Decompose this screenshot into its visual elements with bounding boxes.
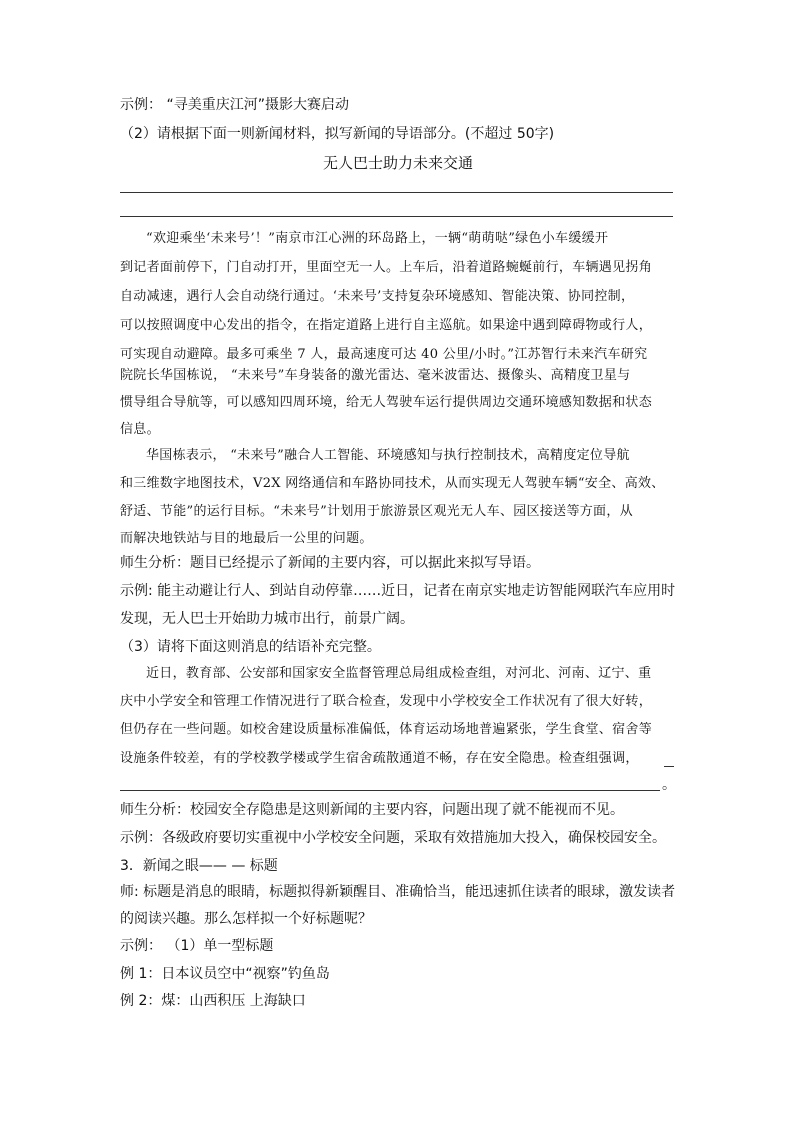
section-3-heading: 3．新闻之眼—— — 标题 <box>120 858 278 874</box>
sample-lead-line-1: 示例: 能主动避让行人、到站自动停靠……近日，记者在南京实地走访智能网联汽车应用时 <box>120 583 676 599</box>
blank-period: 。 <box>662 777 676 793</box>
news-paragraph-2-line: 华国栋表示， “未来号”融合人工智能、环境感知与执行控制技术，高精度定位导航 <box>146 448 630 463</box>
news-paragraph-1-line: 惯导组合导航等，可以感知四周环境，给无人驾驶车运行提供周边交通环境感知数据和状态 <box>120 395 653 410</box>
news-paragraph-1-line: 可实现自动避障。最多可乘坐 7 人，最高速度可达 40 公里/小时。”江苏智行未来汽车研究 <box>120 347 648 362</box>
sample-ending: 示例：各级政府要切实重视中小学校安全问题，采取有效措施加大投入，确保校园安全。 <box>120 830 666 846</box>
news-paragraph-3-line: 设施条件较差，有的学校教学楼或学生宿舍疏散通道不畅，存在安全隐患。检查组强调， <box>120 751 639 766</box>
answer-line-2 <box>120 216 673 217</box>
task-2-prompt: （2）请根据下面一则新闻材料，拟写新闻的导语部分。(不超过 50字) <box>120 126 555 142</box>
news-paragraph-1-line: 院院长华国栋说， “未来号”车身装备的激光雷达、毫米波雷达、摄像头、高精度卫星与 <box>120 368 631 383</box>
task-3-prompt: （3）请将下面这则消息的结语补充完整。 <box>120 639 381 655</box>
teacher-note-line-2: 的阅读兴趣。那么怎样拟一个好标题呢？ <box>120 911 372 927</box>
news-paragraph-3-line: 庆中小学安全和管理工作情况进行了联合检查，发现中小学校安全工作状况有了很大好转， <box>120 694 653 709</box>
news-paragraph-3-line: 但仍存在一些问题。如校舍建设质量标准偏低，体育运动场地普遍紧张，学生食堂、宿舍等 <box>120 722 653 737</box>
fill-blank-start <box>664 766 674 767</box>
news-paragraph-2-line: 舒适、节能”的运行目标。“未来号”计划用于旅游景区观光无人车、园区接送等方面，从 <box>120 504 633 519</box>
example-title-2: 例 2：煤：山西积压 上海缺口 <box>120 993 306 1009</box>
example-headline: 示例： “寻美重庆江河”摄影大赛启动 <box>120 97 349 113</box>
teacher-analysis-1: 师生分析：题目已经提示了新闻的主要内容，可以据此来拟写导语。 <box>120 555 540 571</box>
news-paragraph-1-line: 到记者面前停下，门自动打开，里面空无一人。上车后，沿着道路蜿蜒前行，车辆遇见拐角 <box>120 260 653 275</box>
sample-lead-line-2: 发现，无人巴士开始助力城市出行，前景广阔。 <box>120 611 414 627</box>
answer-line-1 <box>120 192 673 193</box>
teacher-note-line-1: 师: 标题是消息的眼睛，标题拟得新颖醒目、准确恰当，能迅速抓住读者的眼球，激发读者 <box>120 884 676 900</box>
example-title-1: 例 1：日本议员空中“视察”钓鱼岛 <box>120 966 330 982</box>
title-type-example: 示例： （1）单一型标题 <box>120 938 274 954</box>
news-paragraph-2-line: 而解决地铁站与目的地最后一公里的问题。 <box>120 531 373 546</box>
news-paragraph-3-line: 近日，教育部、公安部和国家安全监督管理总局组成检查组，对河北、河南、辽宁、重 <box>146 666 652 681</box>
news-paragraph-1-line: 信息。 <box>120 422 160 437</box>
news-paragraph-1-line: 自动减速，遇行人会自动绕行通过。‘未来号’支持复杂环境感知、智能决策、协同控制， <box>120 289 635 304</box>
news-paragraph-2-line: 和三维数字地图技术，V2X 网络通信和车路协同技术，从而实现无人驾驶车辆“安全、高效、 <box>120 476 665 491</box>
teacher-analysis-2: 师生分析：校园安全存隐患是这则新闻的主要内容，问题出现了就不能视而不见。 <box>120 802 624 818</box>
news-paragraph-1-line: “欢迎乘坐‘未来号’！”南京市江心洲的环岛路上，一辆“萌萌哒”绿色小车缓缓开 <box>146 231 609 246</box>
news-paragraph-1-line: 可以按照调度中心发出的指令，在指定道路上进行自主巡航。如果途中遇到障碍物或行人， <box>120 318 653 333</box>
news-title: 无人巴士助力未来交通 <box>322 154 473 172</box>
fill-blank-line <box>120 790 660 791</box>
